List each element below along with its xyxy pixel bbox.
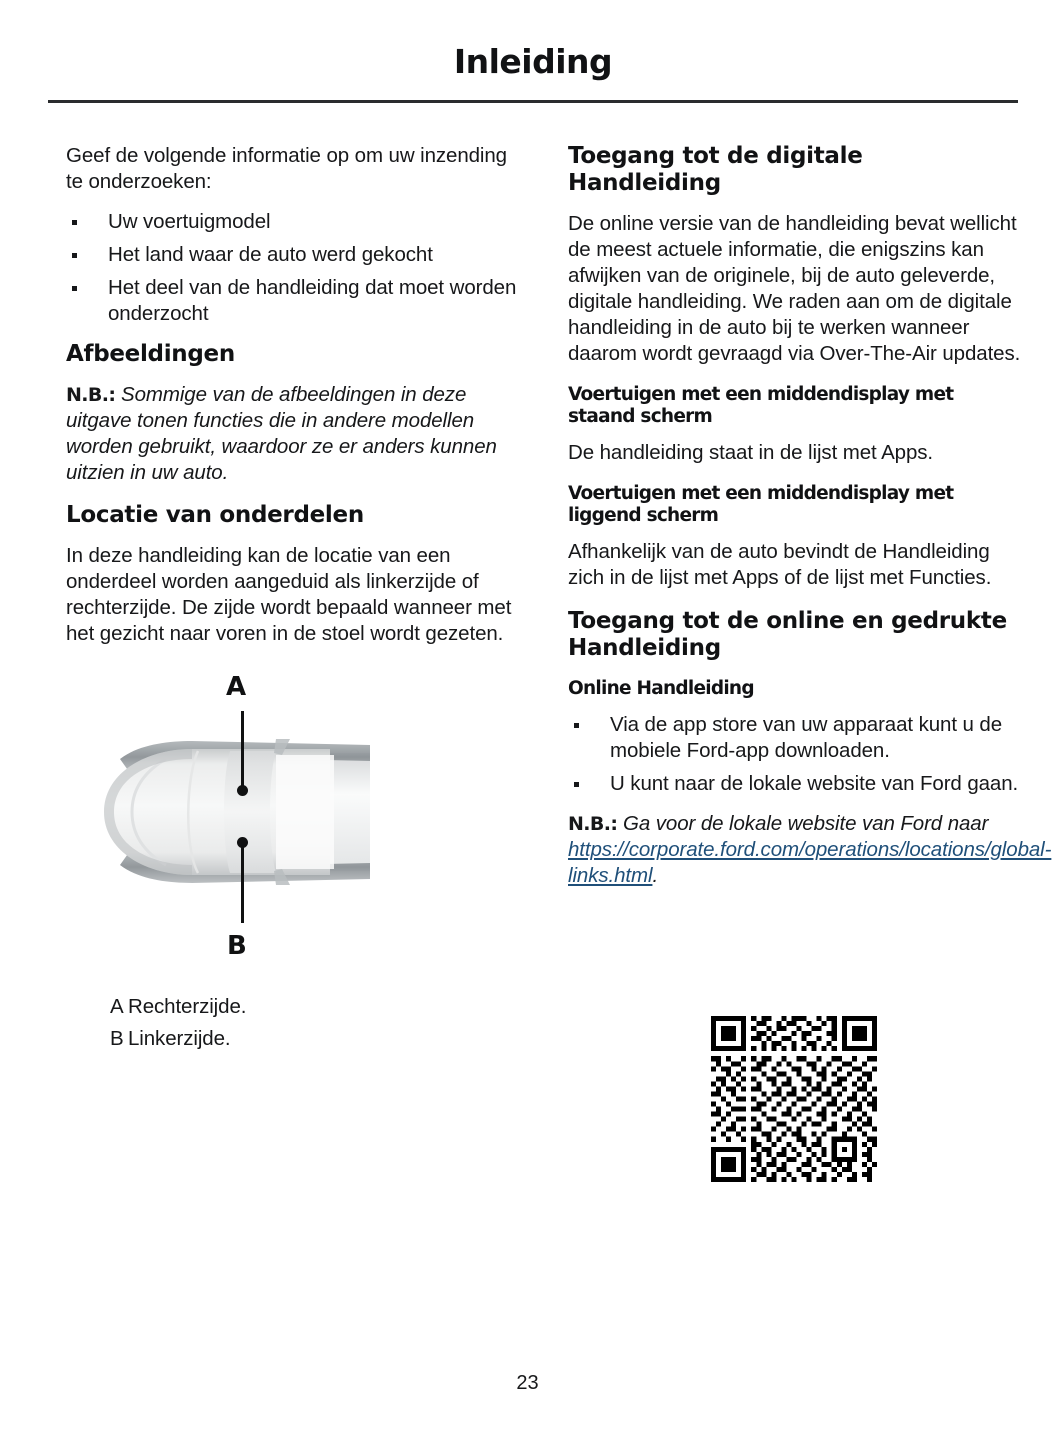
list-item-label: Het land waar de auto werd gekocht: [108, 243, 433, 266]
figure-callout-label-b: B: [227, 931, 247, 961]
list-item: [66, 275, 521, 327]
section-heading-locatie-van-onderdelen: Locatie van onderdelen: [66, 502, 364, 528]
section-heading-toegang-digitale-handleiding: Toegang tot de digitale Handleiding: [568, 143, 863, 196]
legend-description: Linkerzijde.: [128, 1027, 231, 1050]
landscape-paragraph: Afhankelijk van de auto bevindt de Handleiding zich in de lijst met Apps of de lijst met Functies.: [568, 540, 992, 589]
digital-paragraph: De online versie van de handleiding bevat wellicht de meest actuele informatie, die enigszins kan afwijken van de originele, bij de auto geleverde, digitale handleiding. We raden aan om de digitale handleiding in de auto bij te werken wanneer daarom wordt gevraagd via Over-The-Air updates.: [568, 212, 1021, 365]
note-text: Sommige van de afbeeldingen in deze uitgave tonen functies die in andere modellen worden gebruikt, waardoor ze er anders kunnen uitzien in uw auto.: [66, 383, 497, 484]
website-note: [568, 811, 1052, 889]
figure-leader-dot-a: [237, 785, 248, 796]
subheading-liggend-scherm: Voertuigen met een middendisplay met liggend scherm: [568, 483, 954, 526]
intro-paragraph: Geef de volgende informatie op om uw inzending te onderzoeken:: [66, 144, 507, 193]
subheading-staand-scherm: Voertuigen met een middendisplay met staand scherm: [568, 384, 954, 427]
list-item-label: Het deel van de handleiding dat moet worden onderzocht: [108, 276, 517, 325]
list-item: [568, 771, 1023, 797]
qr-code[interactable]: [711, 1016, 877, 1182]
list-item-label: U kunt naar de lokale website van Ford gaan.: [610, 772, 1019, 795]
bullet-square-icon: [72, 253, 77, 258]
section-heading-afbeeldingen: Afbeeldingen: [66, 341, 235, 367]
legend-key: A: [110, 995, 124, 1018]
ford-global-links-link[interactable]: https://corporate.ford.com/operations/locations/global-links.html: [568, 838, 1052, 887]
list-item: [66, 209, 521, 235]
legend-row: [66, 991, 521, 1023]
figure-legend: [66, 991, 521, 1055]
figure-leader-line-b: [241, 843, 244, 923]
section-heading-toegang-online-gedrukte: Toegang tot de online en gedrukte Handleiding: [568, 608, 1007, 661]
bullet-square-icon: [574, 723, 579, 728]
portrait-paragraph: De handleiding staat in de lijst met Apps.: [568, 441, 934, 464]
right-column: [568, 143, 1052, 905]
list-item: [66, 242, 521, 268]
figure-callout-label-a: A: [226, 672, 247, 702]
subheading-online-handleiding: Online Handleiding: [568, 678, 754, 699]
vehicle-top-view-illustration: [80, 715, 370, 935]
intro-bullet-list: [66, 209, 521, 327]
header-divider: [48, 100, 1018, 103]
vehicle-location-figure: [66, 665, 521, 975]
note-label: N.B.:: [568, 813, 618, 835]
note-label: N.B.:: [66, 384, 116, 406]
images-note: [66, 382, 521, 486]
list-item-label: Uw voertuigmodel: [108, 210, 271, 233]
bullet-square-icon: [574, 782, 579, 787]
legend-row: [66, 1023, 521, 1055]
page-title: Inleiding: [453, 42, 613, 81]
bullet-square-icon: [72, 286, 77, 291]
legend-key: B: [110, 1027, 124, 1050]
online-bullet-list: [568, 712, 1023, 797]
note-text-prefix: Ga voor de lokale website van Ford naar: [617, 812, 989, 835]
left-column: [66, 143, 521, 1055]
bullet-square-icon: [72, 220, 77, 225]
note-text-suffix: .: [652, 864, 659, 887]
figure-leader-line-a: [241, 711, 244, 789]
page-number: 23: [516, 1372, 539, 1394]
list-item: [568, 712, 1023, 764]
page-header: [48, 44, 1018, 80]
location-paragraph: In deze handleiding kan de locatie van een onderdeel worden aangeduid als linkerzijde of rechterzijde. De zijde wordt bepaald wanneer met het gezicht naar voren in de stoel wordt gezeten.: [66, 544, 512, 645]
list-item-label: Via de app store van uw apparaat kunt u de mobiele Ford-app downloaden.: [610, 713, 1003, 762]
legend-description: Rechterzijde.: [128, 995, 247, 1018]
